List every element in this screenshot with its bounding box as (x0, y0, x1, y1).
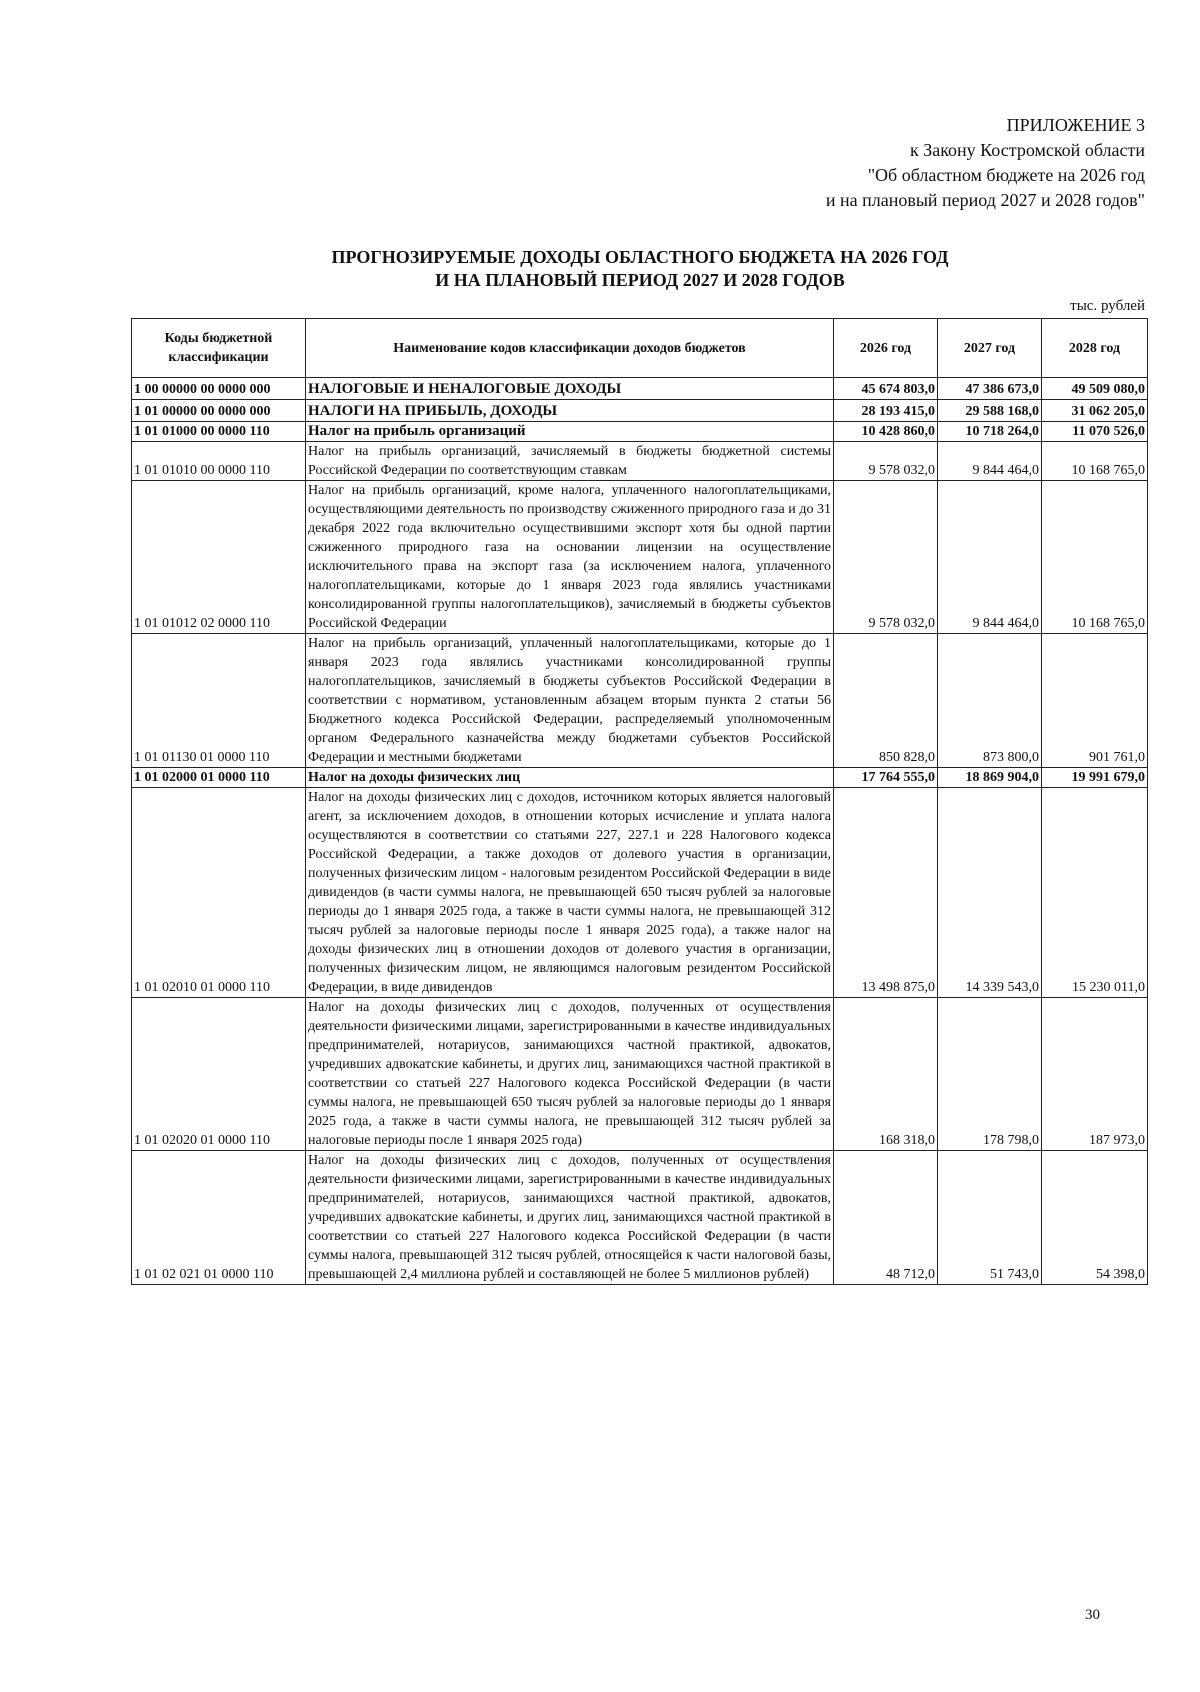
document-title (120, 246, 1160, 292)
row-code: 1 01 01130 01 0000 110 (132, 634, 306, 768)
row-name: Налог на доходы физических лиц с доходов, полученных от осуществления деятельности физическими лицами, зарегистрированными в качестве индивидуальных предпринимателей, нотариусов, занимающихся частной практикой, адвокатов, учредивших адвокатские кабинеты, и других лиц, занимающихся частной практикой в соответствии со статьей 227 Налогового кодекса Российской Федерации (в части суммы налога, превышающей 312 тысяч рублей, относящейся к части налоговой базы, превышающей 2,4 миллиона рублей и составляющей не более 5 миллионов рублей) (306, 1151, 834, 1285)
row-value-2027: 178 798,0 (938, 998, 1042, 1151)
row-code: 1 01 00000 00 0000 000 (132, 400, 306, 422)
row-value-2028: 19 991 679,0 (1042, 768, 1148, 788)
row-name: Налог на прибыль организаций, уплаченный налогоплательщиками, которые до 1 января 2023 года являлись участниками консолидированной группы налогоплательщиков, зачисляемый в бюджеты субъектов Российской Федерации в соответствии с нормативом, установленным абзацем вторым пункта 2 статьи 56 Бюджетного кодекса Российской Федерации, распределяемый уполномоченным органом Федерального казначейства между бюджетами субъектов Российской Федерации и местными бюджетами (306, 634, 834, 768)
header-code: Коды бюджетной классификации (132, 319, 306, 378)
row-name: Налог на прибыль организаций (306, 422, 834, 442)
units-label: тыс. рублей (1070, 298, 1145, 314)
row-value-2026: 168 318,0 (834, 998, 938, 1151)
revenue-table (131, 318, 1148, 1285)
title-line-2: И НА ПЛАНОВЫЙ ПЕРИОД 2027 И 2028 ГОДОВ (435, 270, 845, 290)
row-name: Налог на доходы физических лиц с доходов, источником которых является налоговый агент, за исключением доходов, в отношении которых исчисление и уплата налога осуществляются в соответствии со статьями 227, 227.1 и 228 Налогового кодекса Российской Федерации, а также доходов от долевого участия в организации, полученных физическим лицом - налоговым резидентом Российской Федерации в виде дивидендов (в части суммы налога, не превышающей 650 тысяч рублей за налоговые периоды до 1 января 2025 года, а также в части суммы налога, не превышающей 312 тысяч рублей за налоговые периоды после 1 января 2025 года), а также налог на доходы физических лиц в отношении доходов от долевого участия в организации, полученных физическим лицом, не являющимся налоговым резидентом Российской Федерации, в виде дивидендов (306, 788, 834, 998)
row-value-2028: 901 761,0 (1042, 634, 1148, 768)
row-value-2027: 47 386 673,0 (938, 378, 1042, 400)
appendix-line-1: ПРИЛОЖЕНИЕ 3 (1006, 115, 1145, 135)
header-2026: 2026 год (834, 319, 938, 378)
row-value-2026: 10 428 860,0 (834, 422, 938, 442)
row-value-2028: 187 973,0 (1042, 998, 1148, 1151)
title-line-1: ПРОГНОЗИРУЕМЫЕ ДОХОДЫ ОБЛАСТНОГО БЮДЖЕТА НА 2026 ГОД (331, 247, 949, 267)
table-row (132, 998, 1148, 1151)
row-code: 1 00 00000 00 0000 000 (132, 378, 306, 400)
row-value-2027: 14 339 543,0 (938, 788, 1042, 998)
row-value-2027: 9 844 464,0 (938, 442, 1042, 481)
row-code: 1 01 01012 02 0000 110 (132, 481, 306, 634)
row-value-2027: 873 800,0 (938, 634, 1042, 768)
row-value-2026: 28 193 415,0 (834, 400, 938, 422)
row-name: Налог на прибыль организаций, кроме налога, уплаченного налогоплательщиками, осуществляющими деятельность по производству сжиженного природного газа и до 31 декабря 2022 года включительно осуществившими экспорт хотя бы одной партии сжиженного природного газа на основании лицензии на осуществление исключительного права на экспорт газа (за исключением налога, уплаченного налогоплательщиками, которые до 1 января 2023 года являлись участниками консолидированной группы налогоплательщиков), зачисляемый в бюджеты субъектов Российской Федерации (306, 481, 834, 634)
row-value-2027: 51 743,0 (938, 1151, 1042, 1285)
row-value-2028: 54 398,0 (1042, 1151, 1148, 1285)
row-name: Налог на прибыль организаций, зачисляемый в бюджеты бюджетной системы Российской Федерации по соответствующим ставкам (306, 442, 834, 481)
row-name: НАЛОГИ НА ПРИБЫЛЬ, ДОХОДЫ (306, 400, 834, 422)
row-value-2026: 13 498 875,0 (834, 788, 938, 998)
row-name: Налог на доходы физических лиц (306, 768, 834, 788)
row-value-2027: 10 718 264,0 (938, 422, 1042, 442)
table-row (132, 378, 1148, 400)
row-value-2028: 49 509 080,0 (1042, 378, 1148, 400)
table-row (132, 768, 1148, 788)
row-code: 1 01 01010 00 0000 110 (132, 442, 306, 481)
table-row (132, 634, 1148, 768)
appendix-line-4: и на плановый период 2027 и 2028 годов" (825, 190, 1145, 210)
row-value-2028: 10 168 765,0 (1042, 442, 1148, 481)
header-2027: 2027 год (938, 319, 1042, 378)
table-row (132, 788, 1148, 998)
table-row (132, 442, 1148, 481)
appendix-line-2: к Закону Костромской области (909, 140, 1145, 160)
row-value-2028: 11 070 526,0 (1042, 422, 1148, 442)
row-value-2027: 29 588 168,0 (938, 400, 1042, 422)
row-value-2028: 15 230 011,0 (1042, 788, 1148, 998)
row-value-2026: 9 578 032,0 (834, 481, 938, 634)
table-row (132, 481, 1148, 634)
row-name: НАЛОГОВЫЕ И НЕНАЛОГОВЫЕ ДОХОДЫ (306, 378, 834, 400)
header-2028: 2028 год (1042, 319, 1148, 378)
row-value-2028: 10 168 765,0 (1042, 481, 1148, 634)
row-value-2026: 9 578 032,0 (834, 442, 938, 481)
row-value-2026: 17 764 555,0 (834, 768, 938, 788)
row-code: 1 01 02020 01 0000 110 (132, 998, 306, 1151)
row-value-2026: 850 828,0 (834, 634, 938, 768)
table-row (132, 400, 1148, 422)
row-code: 1 01 02 021 01 0000 110 (132, 1151, 306, 1285)
header-name: Наименование кодов классификации доходов бюджетов (306, 319, 834, 378)
row-value-2026: 48 712,0 (834, 1151, 938, 1285)
row-value-2027: 9 844 464,0 (938, 481, 1042, 634)
table-row (132, 1151, 1148, 1285)
row-name: Налог на доходы физических лиц с доходов, полученных от осуществления деятельности физическими лицами, зарегистрированными в качестве индивидуальных предпринимателей, нотариусов, занимающихся частной практикой, адвокатов, учредивших адвокатские кабинеты, и других лиц, занимающихся частной практикой в соответствии со статьей 227 Налогового кодекса Российской Федерации (в части суммы налога, не превышающей 650 тысяч рублей за налоговые периоды до 1 января 2025 года, а также в части суммы налога, не превышающей 312 тысяч рублей за налоговые периоды после 1 января 2025 года) (306, 998, 834, 1151)
page-number: 30 (1085, 1607, 1100, 1623)
table-row (132, 422, 1148, 442)
row-value-2027: 18 869 904,0 (938, 768, 1042, 788)
row-value-2026: 45 674 803,0 (834, 378, 938, 400)
row-value-2028: 31 062 205,0 (1042, 400, 1148, 422)
table-header-row (132, 319, 1148, 378)
appendix-header (826, 113, 1145, 213)
row-code: 1 01 02010 01 0000 110 (132, 788, 306, 998)
row-code: 1 01 02000 01 0000 110 (132, 768, 306, 788)
row-code: 1 01 01000 00 0000 110 (132, 422, 306, 442)
appendix-line-3: "Об областном бюджете на 2026 год (867, 165, 1145, 185)
